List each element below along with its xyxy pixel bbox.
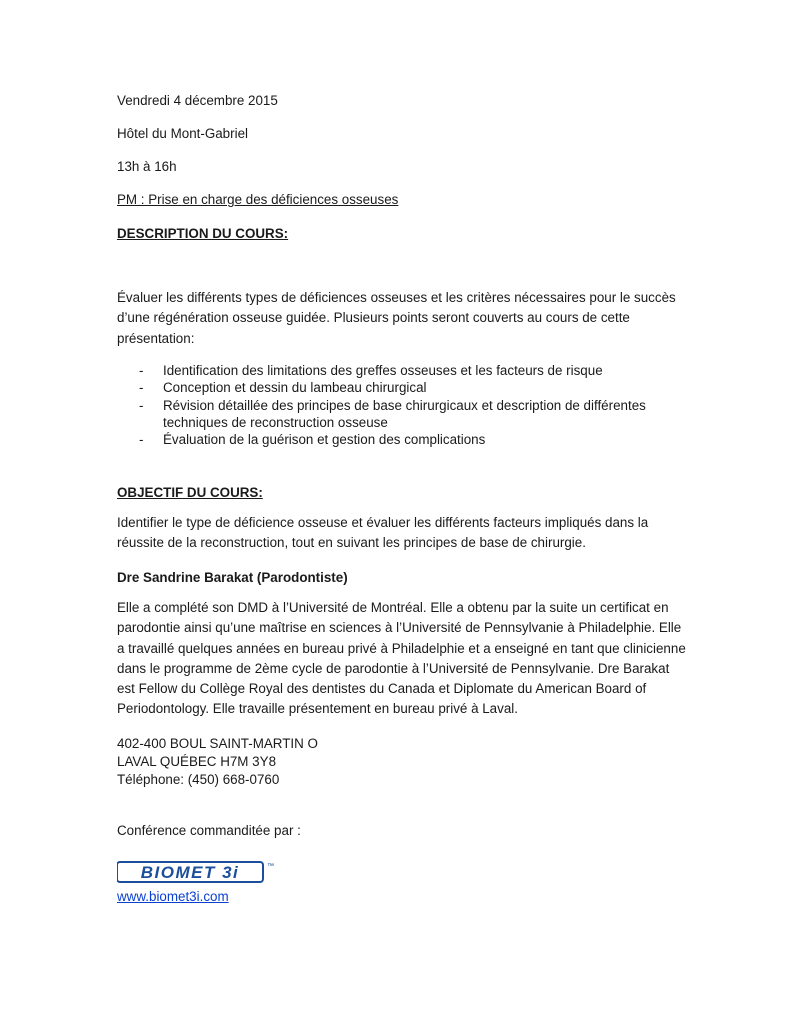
objective-heading: OBJECTIF DU COURS:: [117, 485, 263, 500]
description-intro: Évaluer les différents types de déficiences osseuses et les critères nécessaires pour le succès d’une régénération osseuse guidée. Plusieurs points seront couverts au cours de cette présentation:: [117, 290, 676, 346]
sponsor-website-link[interactable]: www.biomet3i.com: [117, 889, 229, 904]
bullet-text: Identification des limitations des greffes osseuses et les facteurs de risque: [163, 363, 603, 378]
logo-text: BIOMET 3i: [140, 863, 240, 882]
sponsor-label: Conférence commanditée par :: [117, 823, 301, 838]
speaker-name: Dre Sandrine Barakat (Parodontiste): [117, 570, 348, 585]
address-city: LAVAL QUÉBEC H7M 3Y8: [117, 754, 277, 769]
list-item: [117, 379, 687, 396]
objective-text: Identifier le type de déficience osseuse et évaluer les différents facteurs impliqués dans la réussite de la reconstruction, tout en suivant les principes de base de chirurgie.: [117, 515, 649, 551]
address-phone: Téléphone: (450) 668-0760: [117, 772, 280, 787]
event-venue: Hôtel du Mont-Gabriel: [117, 126, 248, 141]
list-item: [117, 362, 687, 379]
logo-tm: ™: [267, 863, 274, 870]
speaker-bio: Elle a complété son DMD à l’Université de Montréal. Elle a obtenu par la suite un certificat en parodontie ainsi qu’une maîtrise en sciences à l’Université de Pennsylvanie à Philadelphie. Elle a travaillé quelques années en bureau privé à Philadelphie et a enseigné en tant que clinicienne dans le programme de 2ème cycle de parodontie à l’Université de Pennsylvanie. Dre Barakat est Fellow du Collège Royal des dentistes du Canada et Diplomate du American Board of Periodontology. Elle travaille présentement en bureau privé à Laval.: [117, 600, 686, 717]
event-date: Vendredi 4 décembre 2015: [117, 93, 278, 108]
list-item: [117, 397, 687, 432]
session-title: PM : Prise en charge des déficiences osseuses: [117, 192, 399, 207]
event-time: 13h à 16h: [117, 159, 177, 174]
bullet-text: Révision détaillée des principes de base chirurgicaux et description de différentes techniques de reconstruction osseuse: [163, 397, 646, 430]
bullet-marker: -: [139, 432, 144, 448]
bullet-marker: -: [139, 380, 144, 396]
bullet-text: Conception et dessin du lambeau chirurgical: [163, 380, 427, 396]
bullet-marker: -: [139, 363, 144, 378]
bullet-marker: -: [139, 397, 144, 413]
list-item: [117, 431, 687, 448]
description-heading: DESCRIPTION DU COURS:: [117, 226, 289, 241]
biomet3i-logo: [117, 858, 283, 886]
description-bullet-list: [117, 362, 687, 448]
bullet-text: Évaluation de la guérison et gestion des complications: [163, 432, 486, 448]
address-street: 402-400 BOUL SAINT-MARTIN O: [117, 736, 318, 751]
